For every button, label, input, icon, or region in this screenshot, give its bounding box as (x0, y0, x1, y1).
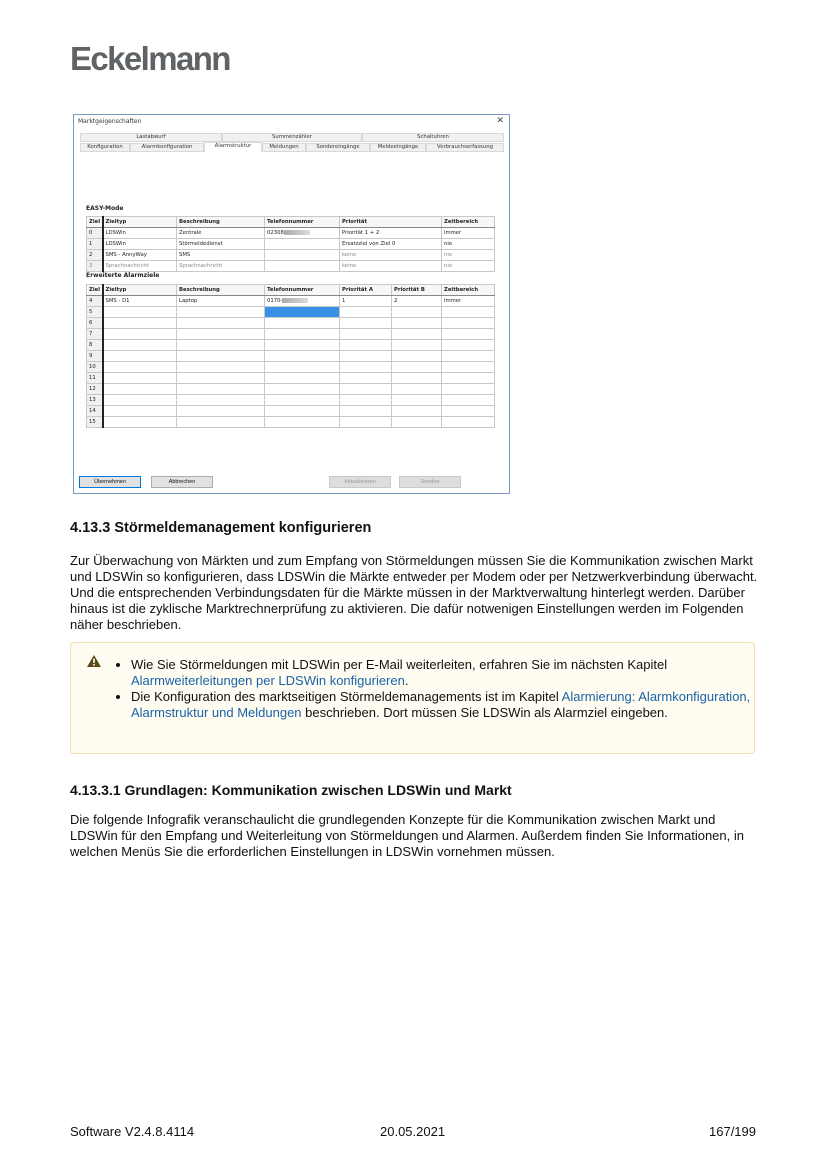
column-header[interactable]: Zeitbereich (442, 285, 495, 296)
table-cell[interactable] (340, 329, 392, 340)
table-cell[interactable] (177, 307, 265, 318)
note-list (117, 657, 751, 721)
footer-version: Software V2.4.8.4114 (70, 1124, 195, 1139)
table-cell[interactable] (442, 373, 495, 384)
tab-meldungen[interactable]: Meldungen (262, 143, 306, 152)
table-cell[interactable]: immer (442, 296, 495, 307)
subsection-body: Die folgende Infografik veranschaulicht die grundlegenden Konzepte für die Kommunikation zwischen Markt und LDSWin für den Empfang und Weiterleitung von Störmeldungen und Alarmen. Außerdem finden Sie Informationen, in welchen Menüs Sie die erforderlichen Einstellungen in LDSWin vornehmen müssen. (70, 812, 744, 859)
table-cell[interactable] (177, 351, 265, 362)
table-cell[interactable] (392, 307, 442, 318)
market-properties-dialog (73, 114, 510, 494)
table-cell[interactable] (103, 384, 177, 395)
apply-button[interactable]: Übernehmen (79, 476, 141, 488)
table-cell[interactable] (177, 384, 265, 395)
table-cell[interactable] (442, 406, 495, 417)
footer-date: 20.05.2021 (380, 1124, 446, 1139)
link-alarm-forwarding[interactable]: Alarmweiterleitungen per LDSWin konfigurieren (131, 673, 405, 688)
table-cell[interactable] (340, 406, 392, 417)
table-cell[interactable] (103, 362, 177, 373)
row-number[interactable]: 1 (87, 239, 103, 250)
table-cell[interactable] (265, 417, 340, 428)
tab-alarmkonfiguration[interactable]: Alarmkonfiguration (130, 143, 204, 152)
table-cell[interactable] (340, 340, 392, 351)
table-cell[interactable]: Sprachnachricht (177, 261, 265, 272)
table-cell[interactable] (340, 395, 392, 406)
table-cell[interactable]: LDSWin (103, 239, 177, 250)
row-number[interactable]: 2 (87, 250, 103, 261)
table-row[interactable] (87, 395, 495, 406)
table-cell[interactable] (177, 406, 265, 417)
table-cell[interactable] (392, 417, 442, 428)
easy-mode-table (86, 216, 495, 272)
note-item: • Die Konfiguration des marktseitigen Störmeldemanagements ist im Kapitel Alarmierung: Alarmkonfiguration, Alarmstruktur und Meldungen beschrieben. Dort müssen Sie LDSWin als Alarmziel eingeben. (131, 689, 751, 721)
table-cell[interactable] (392, 362, 442, 373)
row-number[interactable]: 9 (87, 351, 103, 362)
column-header[interactable]: Telefonnummer (265, 285, 340, 296)
table-cell[interactable]: SMS - AnnyWay (103, 250, 177, 261)
table-cell[interactable] (103, 340, 177, 351)
table-cell[interactable]: Laptop (177, 296, 265, 307)
cancel-button[interactable]: Abbrechen (151, 476, 213, 488)
table-cell[interactable] (442, 384, 495, 395)
table-row[interactable] (87, 261, 495, 272)
table-cell[interactable] (442, 417, 495, 428)
table-cell[interactable] (265, 329, 340, 340)
table-cell[interactable] (103, 406, 177, 417)
table-row[interactable] (87, 296, 495, 307)
table-cell[interactable]: nie (442, 239, 495, 250)
column-header[interactable]: Priorität A (340, 285, 392, 296)
note-box (70, 642, 755, 754)
redacted-phone (284, 230, 310, 235)
section-body: Zur Überwachung von Märkten und zum Empfang von Störmeldungen müssen Sie die Kommunikation zwischen Markt und LDSWin so konfigurieren, dass LDSWin die Märkte entweder per Modem oder per Netzwerkverbindung überwacht. Und die entsprechenden Verbindungsdaten für die Märkte müssen in der Marktverwaltung hinterlegt werden. Darüber hinaus ist die zyklische Marktrechnerprüfung zu aktivieren. Die dafür notwenigen Einstellungen werden im Folgenden näher beschrieben. (70, 553, 758, 632)
column-header[interactable]: Zieltyp (103, 217, 177, 228)
column-header[interactable]: Priorität B (392, 285, 442, 296)
table-cell[interactable]: Ersatzziel von Ziel 0 (340, 239, 442, 250)
table-cell[interactable] (442, 340, 495, 351)
extended-targets-table (86, 284, 495, 428)
row-number[interactable]: 7 (87, 329, 103, 340)
column-header[interactable]: Telefonnummer (265, 217, 340, 228)
table-cell[interactable] (103, 373, 177, 384)
table-row[interactable] (87, 250, 495, 261)
tab-sondereingaenge[interactable]: Sondereingänge (306, 143, 370, 152)
table-cell[interactable] (265, 384, 340, 395)
table-cell[interactable] (103, 318, 177, 329)
extended-targets-title: Erweiterte Alarmziele (86, 272, 160, 279)
table-cell[interactable] (265, 406, 340, 417)
close-icon[interactable]: ✕ (496, 116, 504, 126)
send-button[interactable]: Senden (399, 476, 461, 488)
eckelmann-logo: Eckelmann (70, 40, 230, 77)
table-cell[interactable]: Sprachnachricht (103, 261, 177, 272)
table-cell[interactable]: nie (442, 261, 495, 272)
redacted-phone (282, 298, 308, 303)
footer-page: 167/199 (709, 1124, 756, 1139)
table-cell[interactable] (340, 384, 392, 395)
table-cell[interactable] (340, 373, 392, 384)
table-row[interactable] (87, 340, 495, 351)
table-cell[interactable]: 2 (392, 296, 442, 307)
link-alarm-configuration[interactable]: Alarmierung: Alarmkonfiguration, Alarmstruktur und Meldungen (131, 689, 751, 720)
row-number[interactable]: 12 (87, 384, 103, 395)
table-row[interactable] (87, 239, 495, 250)
table-cell[interactable]: nie (442, 250, 495, 261)
table-cell[interactable]: 0170- (265, 296, 340, 307)
table-cell[interactable] (442, 329, 495, 340)
row-number[interactable]: 15 (87, 417, 103, 428)
dialog-title: Marktgeigenschaften (78, 118, 142, 125)
table-cell[interactable]: 02308 (265, 228, 340, 239)
table-cell[interactable] (392, 384, 442, 395)
table-cell[interactable] (442, 307, 495, 318)
column-header[interactable]: Ziel (87, 285, 103, 296)
table-row[interactable] (87, 307, 495, 318)
table-cell[interactable] (392, 318, 442, 329)
section-heading: 4.13.3 Störmeldemanagement konfigurieren (70, 520, 372, 536)
column-header[interactable]: Beschreibung (177, 285, 265, 296)
row-number[interactable]: 6 (87, 318, 103, 329)
column-header[interactable]: Zeitbereich (442, 217, 495, 228)
table-row[interactable] (87, 384, 495, 395)
table-cell[interactable] (265, 395, 340, 406)
table-cell[interactable] (340, 318, 392, 329)
table-row[interactable] (87, 329, 495, 340)
table-cell[interactable] (392, 395, 442, 406)
row-number[interactable]: 14 (87, 406, 103, 417)
row-number[interactable]: 13 (87, 395, 103, 406)
tab-konfiguration[interactable]: Konfiguration (80, 143, 130, 152)
table-cell[interactable] (340, 417, 392, 428)
table-cell[interactable] (177, 395, 265, 406)
row-number[interactable]: 8 (87, 340, 103, 351)
table-row[interactable] (87, 417, 495, 428)
row-number[interactable]: 5 (87, 307, 103, 318)
table-row[interactable] (87, 318, 495, 329)
table-row[interactable] (87, 406, 495, 417)
table-cell[interactable] (177, 373, 265, 384)
row-number[interactable]: 10 (87, 362, 103, 373)
table-cell[interactable] (177, 417, 265, 428)
table-cell[interactable] (177, 329, 265, 340)
tab-verbrauchserfassung[interactable]: Verbrauchserfassung (426, 143, 504, 152)
table-row[interactable] (87, 228, 495, 239)
tab-lastabwurf[interactable]: Lastabwurf (80, 133, 222, 142)
row-number[interactable]: 0 (87, 228, 103, 239)
table-cell[interactable]: LDSWin (103, 228, 177, 239)
tab-schaltuhren[interactable]: Schaltuhren (362, 133, 504, 142)
table-cell[interactable] (265, 307, 340, 318)
warning-icon (87, 655, 101, 667)
table-cell[interactable] (265, 239, 340, 250)
table-cell[interactable]: immer (442, 228, 495, 239)
table-cell[interactable]: keine (340, 261, 442, 272)
table-cell[interactable] (265, 373, 340, 384)
table-cell[interactable]: Priorität 1 + 2 (340, 228, 442, 239)
table-cell[interactable] (340, 362, 392, 373)
table-cell[interactable] (340, 351, 392, 362)
tab-row-1 (80, 133, 504, 142)
table-cell[interactable] (103, 329, 177, 340)
table-cell[interactable] (103, 395, 177, 406)
column-header[interactable]: Zieltyp (103, 285, 177, 296)
table-cell[interactable] (442, 395, 495, 406)
tab-meldeeingaenge[interactable]: Meldeeingänge (370, 143, 426, 152)
table-row[interactable] (87, 362, 495, 373)
table-cell[interactable]: SMS (177, 250, 265, 261)
column-header[interactable]: Ziel (87, 217, 103, 228)
tab-row-2 (80, 143, 504, 152)
table-cell[interactable] (265, 362, 340, 373)
tab-summenzaehler[interactable]: Summenzähler (222, 133, 362, 142)
table-cell[interactable] (265, 250, 340, 261)
table-cell[interactable] (265, 318, 340, 329)
table-row[interactable] (87, 373, 495, 384)
table-cell[interactable] (177, 318, 265, 329)
table-cell[interactable] (265, 261, 340, 272)
table-cell[interactable]: Zentrale (177, 228, 265, 239)
tab-alarmstruktur[interactable]: Alarmstruktur (204, 142, 262, 153)
table-cell[interactable]: SMS - D1 (103, 296, 177, 307)
table-cell[interactable]: keine (340, 250, 442, 261)
table-cell[interactable] (103, 417, 177, 428)
table-row[interactable] (87, 351, 495, 362)
note-item: • Wie Sie Störmeldungen mit LDSWin per E-Mail weiterleiten, erfahren Sie im nächsten Kapitel Alarmweiterleitungen per LDSWin konfigurieren. (131, 657, 751, 689)
table-cell[interactable]: Störmeldedienst (177, 239, 265, 250)
table-cell[interactable] (340, 307, 392, 318)
subsection-heading: 4.13.3.1 Grundlagen: Kommunikation zwischen LDSWin und Markt (70, 782, 512, 798)
refresh-button[interactable]: Aktualisieren (329, 476, 391, 488)
table-cell[interactable] (392, 329, 442, 340)
table-cell[interactable] (392, 373, 442, 384)
row-number[interactable]: 11 (87, 373, 103, 384)
row-number[interactable]: 4 (87, 296, 103, 307)
table-cell[interactable] (442, 351, 495, 362)
row-number[interactable]: 3 (87, 261, 103, 272)
column-header[interactable]: Priorität (340, 217, 442, 228)
table-cell[interactable] (392, 351, 442, 362)
table-cell[interactable] (392, 406, 442, 417)
table-cell[interactable] (265, 351, 340, 362)
table-cell[interactable] (392, 340, 442, 351)
table-cell[interactable] (103, 351, 177, 362)
column-header[interactable]: Beschreibung (177, 217, 265, 228)
easy-mode-title: EASY-Mode (86, 205, 124, 212)
table-cell[interactable] (442, 362, 495, 373)
table-cell[interactable] (442, 318, 495, 329)
table-cell[interactable] (265, 340, 340, 351)
table-cell[interactable] (177, 340, 265, 351)
table-cell[interactable] (103, 307, 177, 318)
table-cell[interactable] (177, 362, 265, 373)
table-cell[interactable]: 1 (340, 296, 392, 307)
